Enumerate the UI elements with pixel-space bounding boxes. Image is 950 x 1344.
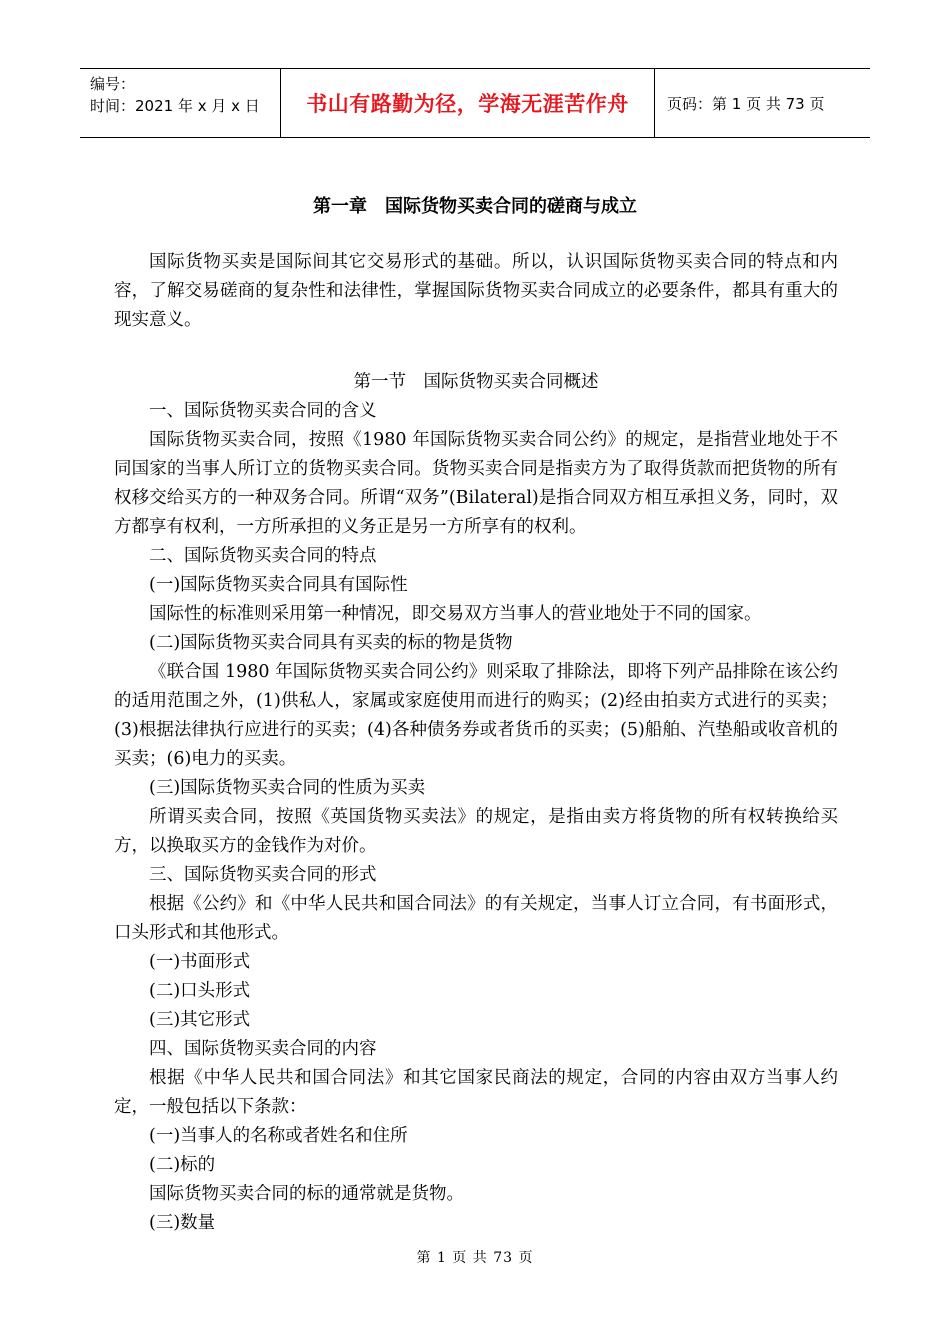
body-paragraph: 所谓买卖合同，按照《英国货物买卖法》的规定，是指由卖方将货物的所有权转换给买方，以换取买方的金钱作为对价。 — [114, 807, 838, 856]
subheading: (一)当事人的名称或者姓名和住所 — [149, 1126, 408, 1146]
heading-definition: 一、国际货物买卖合同的含义 — [149, 401, 377, 421]
header-page-info: 页码：第 1 页 共 73 页 — [667, 94, 825, 113]
subheading: (二)标的 — [149, 1155, 216, 1175]
chapter-title: 第一章 国际货物买卖合同的磋商与成立 — [313, 196, 637, 217]
body-paragraph: 国际货物买卖合同，按照《1980 年国际货物买卖合同公约》的规定，是指营业地处于不同国家的当事人所订立的货物买卖合同。货物买卖合同是指卖方为了取得货款而把货物的所有权移交给买方的一种双务合同。所谓“双务”(Bilateral)是指合同双方相互承担义务，同时，双方都享有权利，一方所承担的义务正是另一方所享有的权利。 — [114, 430, 838, 537]
heading-features: 二、国际货物买卖合同的特点 — [149, 546, 377, 566]
subheading: (三)其它形式 — [149, 1010, 251, 1030]
subheading: (一)书面形式 — [149, 952, 251, 972]
subheading: (二)口头形式 — [149, 981, 251, 1001]
subheading: (三)国际货物买卖合同的性质为买卖 — [149, 778, 426, 798]
subheading: (一)国际货物买卖合同具有国际性 — [149, 575, 408, 595]
header-meta-cell — [80, 69, 281, 137]
heading-content: 四、国际货物买卖合同的内容 — [149, 1039, 377, 1059]
body-paragraph: 根据《公约》和《中华人民共和国合同法》的有关规定，当事人订立合同，有书面形式，口头形式和其他形式。 — [114, 894, 838, 943]
document-header — [80, 68, 870, 138]
intro-paragraph: 国际货物买卖是国际间其它交易形式的基础。所以，认识国际货物买卖合同的特点和内容，了解交易磋商的复杂性和法律性，掌握国际货物买卖合同成立的必要条件，都具有重大的现实意义。 — [114, 252, 838, 330]
body-paragraph: 根据《中华人民共和国合同法》和其它国家民商法的规定，合同的内容由双方当事人约定，一般包括以下条款： — [114, 1068, 838, 1117]
body-paragraph: 《联合国 1980 年国际货物买卖合同公约》则采取了排除法，即将下列产品排除在该公约的适用范围之外，(1)供私人，家属或家庭使用而进行的购买；(2)经由拍卖方式进行的买卖；(3)根据法律执行应进行的买卖；(4)各种债务券或者货币的买卖；(5)船舶、汽垫船或收音机的买卖；(6)电力的买卖。 — [114, 662, 838, 769]
subheading: (三)数量 — [149, 1213, 216, 1233]
document-body — [114, 248, 838, 1238]
header-motto: 书山有路勤为径，学海无涯苦作舟 — [281, 69, 655, 137]
body-paragraph: 国际货物买卖合同的标的通常就是货物。 — [149, 1184, 464, 1204]
page-footer: 第 1 页 共 73 页 — [416, 1250, 534, 1266]
heading-form: 三、国际货物买卖合同的形式 — [149, 865, 377, 885]
body-paragraph: 国际性的标准则采用第一种情况，即交易双方当事人的营业地处于不同的国家。 — [149, 604, 762, 624]
document-number-label: 编号： — [90, 75, 136, 93]
section-title: 第一节 国际货物买卖合同概述 — [353, 372, 599, 392]
document-time-label: 时间：2021 年 x 月 x 日 — [90, 97, 260, 115]
subheading: (二)国际货物买卖合同具有买卖的标的物是货物 — [149, 633, 513, 653]
